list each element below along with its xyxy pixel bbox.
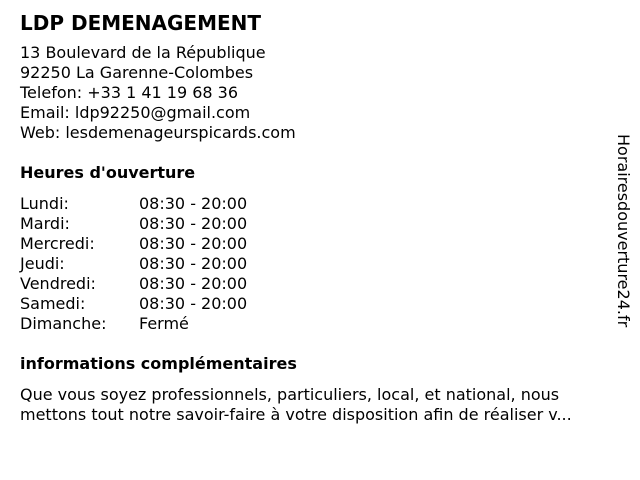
hours-row-tuesday <box>20 214 320 234</box>
hours-row-thursday <box>20 254 320 274</box>
info-line-2: mettons tout notre savoir-faire à votre disposition afin de réaliser v... <box>20 405 572 424</box>
day-label: Mercredi: <box>20 234 95 253</box>
time-value: 08:30 - 20:00 <box>139 274 248 293</box>
time-value: 08:30 - 20:00 <box>139 294 248 313</box>
hours-row-wednesday <box>20 234 320 254</box>
hours-row-sunday <box>20 314 320 334</box>
web-text: Web: lesdemenageurspicards.com <box>20 123 296 142</box>
hours-row-monday <box>20 194 320 214</box>
watermark-text: Horairesdouverture24.fr <box>614 134 633 328</box>
time-value: 08:30 - 20:00 <box>139 194 248 213</box>
day-label: Dimanche: <box>20 314 107 333</box>
hours-heading: Heures d'ouverture <box>20 163 196 182</box>
hours-row-friday <box>20 274 320 294</box>
hours-list <box>20 194 320 334</box>
email-text: Email: ldp92250@gmail.com <box>20 103 251 122</box>
info-line-1: Que vous soyez professionnels, particuliers, local, et national, nous <box>20 385 560 404</box>
address-line-2: 92250 La Garenne-Colombes <box>20 63 254 82</box>
info-description <box>20 385 630 425</box>
day-label: Lundi: <box>20 194 69 213</box>
hours-row-saturday <box>20 294 320 314</box>
day-label: Vendredi: <box>20 274 96 293</box>
contact-block <box>20 43 296 143</box>
day-label: Mardi: <box>20 214 70 233</box>
day-label: Jeudi: <box>20 254 65 273</box>
info-heading: informations complémentaires <box>20 354 297 373</box>
time-value: 08:30 - 20:00 <box>139 214 248 233</box>
time-value: 08:30 - 20:00 <box>139 254 248 273</box>
phone-text: Telefon: +33 1 41 19 68 36 <box>20 83 239 102</box>
business-name: LDP DEMENAGEMENT <box>20 11 262 35</box>
day-label: Samedi: <box>20 294 86 313</box>
time-value: 08:30 - 20:00 <box>139 234 248 253</box>
time-value: Fermé <box>139 314 189 333</box>
address-line-1: 13 Boulevard de la République <box>20 43 266 62</box>
